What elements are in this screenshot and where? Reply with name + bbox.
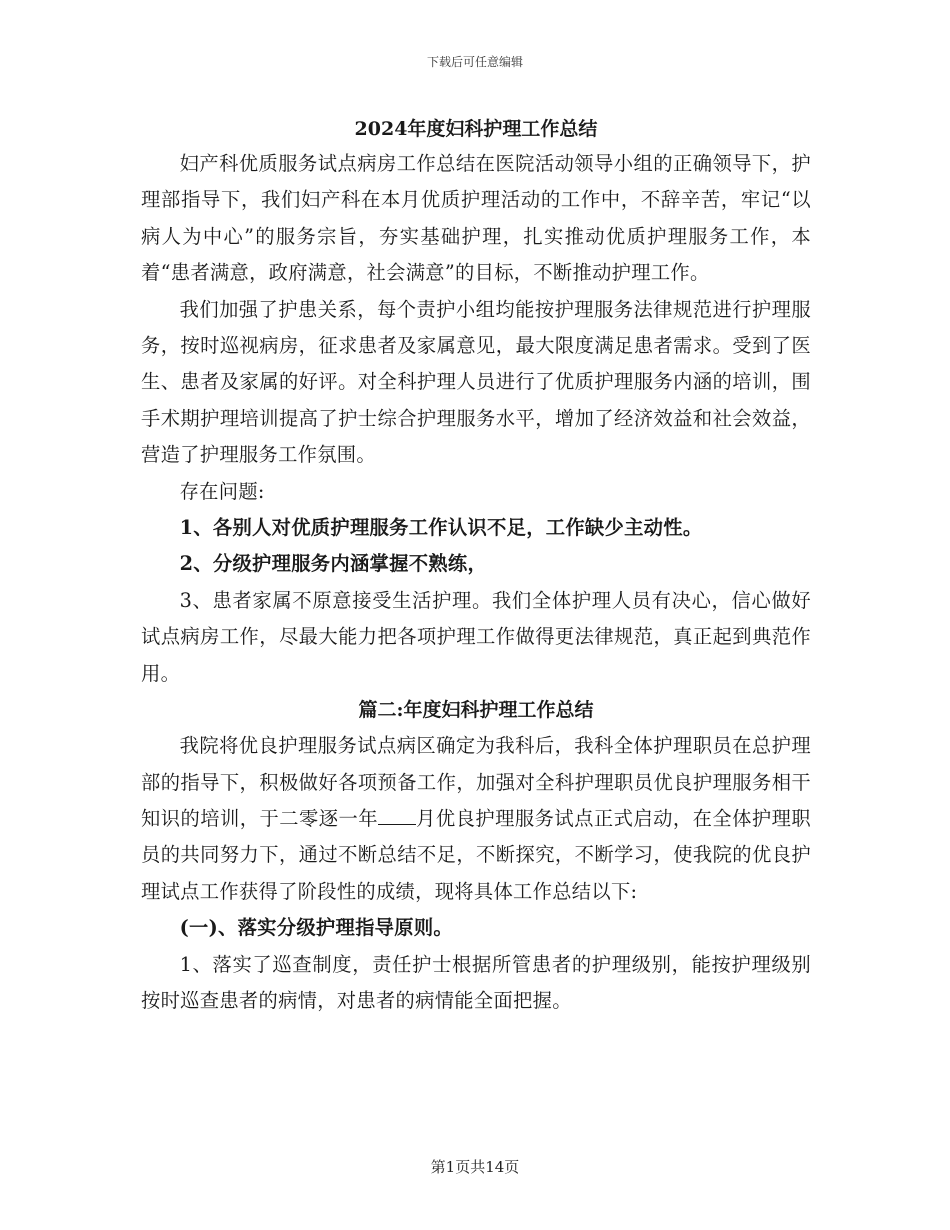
paragraph-relations: 我们加强了护患关系，每个责护小组均能按护理服务法律规范进行护理服务，按时巡视病房，征求患者及家属意见，最大限度满足患者需求。受到了医生、患者及家属的好评。对全科护理人员进行了优质护理服务内涵的培训，围手术期护理培训提高了护士综合护理服务水平，增加了经济效益和社会效益，营造了护理服务工作氛围。 bbox=[141, 297, 811, 467]
document-title: 2024年度妇科护理工作总结 bbox=[354, 118, 598, 140]
paragraph-problem-1: 1、各别人对优质护理服务工作认识不足，工作缺少主动性。 bbox=[179, 516, 703, 540]
subsection-heading-1: (一)、落实分级护理指导原则。 bbox=[179, 916, 453, 940]
paragraph-section2-text-b: 月优良护理服务试点正式启动，在全体护理职员的共同努力下，通过不断总结不足，不断探究，不断学习，使我院的优良护理试点工作获得了阶段性的成绩，现将具体工作总结以下: bbox=[141, 806, 811, 903]
paragraph-section2-text-a: 我院将优良护理服务试点病区确定为我科后，我科全体护理职员在总护理部的指导下，积极做好各项预备工作，加强对全科护理职员优良护理服务相干知识的培训，于二零逐一年 bbox=[141, 734, 811, 830]
paragraph-problem-2: 2、分级护理服务内涵掌握不熟练， bbox=[179, 552, 488, 576]
fill-in-blank bbox=[378, 806, 416, 825]
paragraph-section2-intro bbox=[141, 728, 811, 910]
paragraph-problem-3: 3、患者家属不原意接受生活护理。我们全体护理人员有决心，信心做好试点病房工作，尽最大能力把各项护理工作做得更法律规范，真正起到典范作用。 bbox=[141, 588, 811, 685]
paragraph-patrol: 1、落实了巡查制度，责任护士根据所管患者的护理级别，能按护理级别按时巡查患者的病情，对患者的病情能全面把握。 bbox=[141, 952, 811, 1012]
section-title-2: 篇二:年度妇科护理工作总结 bbox=[358, 699, 594, 722]
page-header: 下载后可任意编辑 bbox=[426, 55, 523, 69]
document-body bbox=[141, 112, 811, 1019]
paragraph-intro: 妇产科优质服务试点病房工作总结在医院活动领导小组的正确领导下，护理部指导下，我们妇产科在本月优质护理活动的工作中，不辞辛苦，牢记“以病人为中心”的服务宗旨，夯实基础护理，扎实推动优质护理服务工作，本着“患者满意，政府满意，社会满意”的目标，不断推动护理工作。 bbox=[141, 152, 811, 285]
page-footer: 第1页共14页 bbox=[430, 1158, 520, 1176]
paragraph-problems-heading: 存在问题: bbox=[179, 479, 265, 503]
